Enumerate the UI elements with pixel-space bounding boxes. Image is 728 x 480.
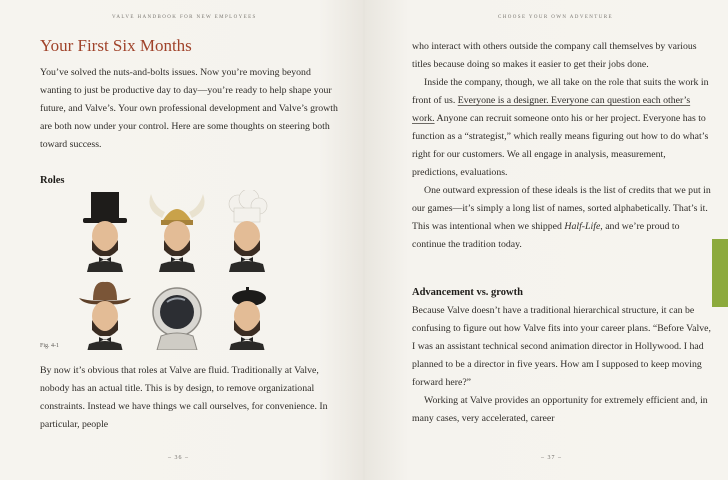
portrait-viking-helmet [149, 194, 204, 272]
running-head-right: CHOOSE YOUR OWN ADVENTURE [498, 15, 613, 20]
paragraph-roles-inside [412, 74, 712, 182]
left-page [0, 0, 363, 480]
portrait-beret [229, 287, 266, 350]
text-run: One outward expression of these ideals is the list of credits that we put in our games—it’s simply a long list of names, sorted alphabetically. That’s it. This was intentional when we shipped [412, 185, 711, 232]
roles-heading: Roles [40, 175, 65, 186]
right-column-bottom [412, 302, 712, 428]
paragraph-working: Working at Valve provides an opportunity for extremely efficient and, in many cases, very accelerated, career [412, 395, 708, 424]
page-number-right: – 37 – [541, 455, 562, 461]
text-run: , and we’re proud to continue the tradition today. [412, 221, 680, 250]
paragraph-continued: who interact with others outside the company call themselves by various titles because doing so makes it easier to get their jobs done. [412, 41, 697, 70]
figure-caption: Fig. 4-1 [40, 343, 60, 349]
underlined-text: Everyone is a designer. Everyone can question each other’s work. [412, 95, 691, 124]
intro-paragraph: You’ve solved the nuts-and-bolts issues. Now you’re moving beyond wanting to just be productive day to day—you’re ready to help shape your future, and Valve’s. Your own professional development and Valve’s growth are both now under your control. Here are some thoughts on steering both toward success. [40, 67, 338, 150]
roles-figure [70, 190, 280, 350]
paragraph-hierarchy: Because Valve doesn’t have a traditional hierarchical structure, it can be confusing to figure out how Valve fits into your career plans. “Before Valve, I was an assistant technical second animation director in Hollywood. I had planned to be a director in five years. How am I supposed to keep moving forward here?” [412, 305, 711, 388]
portrait-cowboy-hat [79, 282, 131, 350]
roles-paragraph: By now it’s obvious that roles at Valve are fluid. Traditionally at Valve, nobody has an actual title. This is by design, to remove organizational constraints. Instead we have things we call ourselves, for convenience. In particular, people [40, 365, 328, 430]
right-page [365, 0, 728, 480]
advancement-heading: Advancement vs. growth [412, 287, 523, 298]
text-run: Anyone can recruit someone onto his or her project. Everyone has to function as a “strategist,” which really means figuring out how to do what’s right for our customers. We all engage in analysis, measurement, predictions, evaluations. [412, 113, 709, 178]
portrait-space-helmet [153, 288, 201, 350]
chapter-tab-marker [712, 239, 728, 307]
portrait-top-hat [83, 192, 127, 272]
running-head-left: VALVE HANDBOOK FOR NEW EMPLOYEES [112, 15, 257, 20]
text-run: Inside the company, though, we all take on the role that suits the work in front of us. [412, 77, 709, 106]
paragraph-credits [412, 182, 712, 254]
chapter-title: Your First Six Months [40, 36, 192, 55]
right-column-top [412, 38, 712, 254]
portrait-chef-hat [229, 190, 267, 272]
page-number-left: – 36 – [168, 455, 189, 461]
game-title: Half-Life [564, 221, 601, 232]
